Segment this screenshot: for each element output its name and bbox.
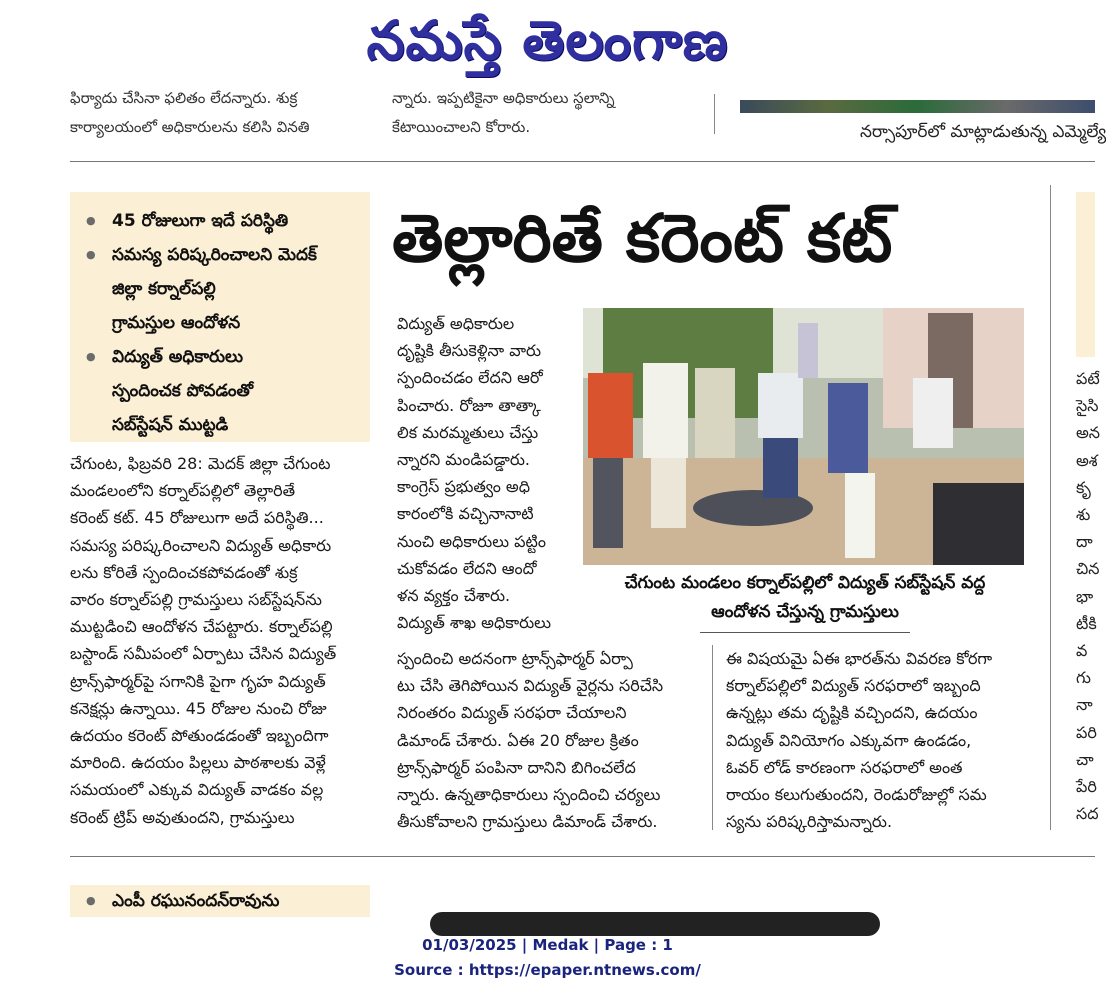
summary-bullet [86, 340, 370, 442]
text-line: చా [1076, 749, 1094, 769]
text-line: ళన వ్యక్తం చేశారు. [397, 586, 511, 606]
text-line: కరెంట్ కట్. 45 రోజులుగా అదే పరిస్థితి... [70, 508, 324, 528]
footer-source[interactable]: Source : https://epaper.ntnews.com/ [394, 961, 701, 979]
bullet-line: ● విద్యుత్ అధికారులు [112, 347, 243, 367]
text-line: నుంచి అధికారులు పట్టిం [397, 531, 547, 551]
article-photo [583, 308, 1024, 565]
text-line: కేటాయించాలని కోరారు. [392, 118, 531, 136]
text-line: దృష్టికి తీసుకెళ్లినా వారు [397, 341, 542, 361]
text-line: తీసుకోవాలని గ్రామస్తులు డిమాండ్ చేశారు. [397, 812, 658, 832]
article-column-2-bottom [397, 645, 697, 835]
text-line: చిన [1076, 559, 1100, 579]
bullet-line: గ్రామస్తుల ఆందోళన [112, 313, 241, 333]
bullet-line: జిల్లా కర్నాల్‌పల్లి [112, 279, 216, 299]
bullet-line: సబ్‌స్టేషన్ ముట్టడి [112, 415, 229, 435]
summary-bullet [86, 238, 370, 340]
text-line: ఉన్నట్లు తమ దృష్టికి వచ్చిందని, ఉదయం [726, 703, 978, 723]
next-article-summary [70, 885, 370, 917]
text-line: అశ [1076, 450, 1098, 470]
prev-photo-caption: నర్సాపూర్‌లో మాట్లాడుతున్న ఎమ్మెల్యే [860, 122, 1106, 142]
text-line: రాయం కలుగుతుందని, రెండురోజుల్లో సమ [726, 785, 987, 805]
summary-bullet: ● ఎంపీ రఘునందన్‌రావును [70, 885, 370, 915]
text-line: లిక మరమ్మతులు చేస్తు [397, 422, 539, 442]
prev-article-col2 [392, 90, 702, 144]
text-line: ఈ విషయమై ఏఈ భారత్‌ను వివరణ కోరగా [726, 649, 993, 668]
text-line: పించారు. రోజూ తాత్కా [397, 395, 541, 415]
text-line: ఫిర్యాదు చేసినా ఫలితం లేదన్నారు. శుక్ర [70, 89, 298, 107]
text-line: కారంలోకి వచ్చినానాటి [397, 504, 534, 524]
summary-box [70, 192, 370, 442]
bullet-line: ● సమస్య పరిష్కరించాలని మెదక్ [112, 245, 317, 265]
text-line: దా [1076, 532, 1093, 552]
section-divider [70, 161, 1095, 162]
neighbor-summary-box [1076, 192, 1095, 357]
text-line: ట్రాన్స్‌ఫార్మర్‌పై సగానికి పైగా గృహ విద్యుత్ [70, 671, 326, 691]
villagers-protest-image [583, 308, 1024, 565]
text-line: నిరంతరం విద్యుత్ సరఫరా చేయాలని [397, 703, 627, 723]
text-line: కరెంట్ ట్రిప్ అవుతుందని, గ్రామస్తులు [70, 807, 295, 827]
text-line: పరి [1076, 722, 1097, 742]
text-line: సమస్య పరిష్కరించాలని విద్యుత్ అధికారు [70, 535, 332, 555]
column-divider [1050, 185, 1051, 830]
text-line: పేరి [1076, 777, 1097, 797]
article-column-1 [70, 450, 370, 831]
text-line: కనెక్షన్లు ఉన్నాయి. 45 రోజుల నుంచి రోజు [70, 698, 327, 718]
text-line: సద [1076, 804, 1099, 824]
caption-underline [700, 632, 910, 633]
column-divider [714, 94, 715, 134]
newspaper-logo: నమస్తే తెలంగాణ [366, 8, 729, 72]
text-line: ఓవర్ లోడ్ కారణంగా సరఫరాలో అంత [726, 757, 963, 777]
text-line: వ [1076, 641, 1088, 661]
page-footer [0, 933, 1095, 983]
article-headline: తెల్లారితే కరెంట్ కట్ [392, 199, 893, 277]
text-line: కృ [1076, 477, 1091, 497]
text-line: ఉదయం కరెంట్ పోతుండడంతో ఇబ్బందిగా [70, 726, 329, 746]
section-divider [70, 856, 1095, 857]
bullet-line: 45 రోజులుగా ఇదే పరిస్థితి [112, 211, 289, 231]
text-line: నా [1076, 695, 1093, 715]
text-line: విద్యుత్ అధికారుల [397, 314, 515, 333]
prev-photo-strip [740, 100, 1095, 113]
text-line: కాంగ్రెస్ ప్రభుత్వం అధి [397, 477, 531, 497]
text-line: న్నారు. ఇప్పటికైనా అధికారులు స్థలాన్ని [392, 89, 615, 107]
text-line: టీకి [1076, 613, 1097, 633]
footer-date-edition: 01/03/2025 | Medak | Page : 1 [422, 936, 673, 954]
photo-caption [590, 569, 1020, 627]
next-headline-fragment [430, 912, 880, 920]
text-line: మారింది. ఉదయం పిల్లలు పాఠశాలకు వెళ్లే [70, 753, 326, 773]
text-line: స్పందించడం లేదని ఆరో [397, 368, 543, 388]
text-line: న్నారు. ఉన్నతాధికారులు స్పందించి చర్యలు [397, 785, 661, 805]
text-line: బస్టాండ్ సమీపంలో ఏర్పాటు చేసిన విద్యుత్ [70, 644, 337, 664]
text-line: కార్యాలయంలో అధికారులను కలిసి వినతి [70, 118, 310, 136]
text-line: లను కోరితే స్పందించకపోవడంతో శుక్ర [70, 562, 298, 582]
text-line: చుకోవడం లేదని ఆందో [397, 558, 537, 578]
text-line: టు చేసి తెగిపోయిన విద్యుత్ వైర్లను సరిచేసి [397, 676, 664, 696]
text-line: విద్యుత్ వినియోగం ఎక్కువగా ఉండడం, [726, 730, 972, 750]
caption-line: ఆందోళన చేస్తున్న గ్రామస్తులు [711, 602, 899, 622]
text-line: గు [1076, 668, 1091, 688]
text-line: సమయంలో ఎక్కువ విద్యుత్ వాడకం వల్ల [70, 780, 324, 800]
text-line: స్యను పరిష్కరిస్తామన్నారు. [726, 812, 893, 832]
text-line: ముట్టడించి ఆందోళన చేపట్టారు. కర్నాల్‌పల్లి [70, 617, 333, 637]
text-line: కర్నాల్‌పల్లిలో విద్యుత్ సరఫరాలో ఇబ్బంది [726, 676, 981, 696]
masthead [0, 0, 1095, 80]
text-line: విద్యుత్ శాఖ అధికారులు [397, 613, 552, 633]
text-line: వారం కర్నాల్‌పల్లి గ్రామస్తులు సబ్‌స్టేషన్‌ను [70, 590, 322, 610]
text-line: డిమాండ్ చేశారు. ఏఈ 20 రోజుల క్రితం [397, 730, 639, 750]
text-line: అన [1076, 423, 1101, 443]
text-line: శు [1076, 505, 1091, 525]
text-line: ట్రాన్స్‌ఫార్మర్ పంపినా దానిని బిగించలేద [397, 757, 636, 777]
bullet-line: స్పందించక పోవడంతో [112, 381, 254, 401]
prev-article-col1 [70, 90, 370, 144]
caption-line: చేగుంట మండలం కర్నాల్‌పల్లిలో విద్యుత్ సబ్‌స్టేషన్ వద్ద [624, 573, 986, 593]
text-line: చేగుంట, ఫిబ్రవరి 28: మెదక్ జిల్లా చేగుంట [70, 454, 331, 473]
neighbor-article-text [1076, 365, 1101, 827]
article-column-2-top [397, 310, 572, 636]
text-line: స్పందించి అదనంగా ట్రాన్స్‌ఫార్మర్ ఏర్పా [397, 649, 633, 668]
text-line: పటే [1076, 369, 1100, 388]
text-line: సైసి [1076, 396, 1099, 416]
column-divider [712, 645, 713, 830]
text-line: భా [1076, 586, 1094, 606]
text-line: న్నారని మండిపడ్డారు. [397, 450, 530, 470]
summary-bullet [86, 204, 370, 238]
text-line: మండలంలోని కర్నాల్‌పల్లిలో తెల్లారితే [70, 481, 296, 501]
article-column-3 [726, 645, 1026, 835]
